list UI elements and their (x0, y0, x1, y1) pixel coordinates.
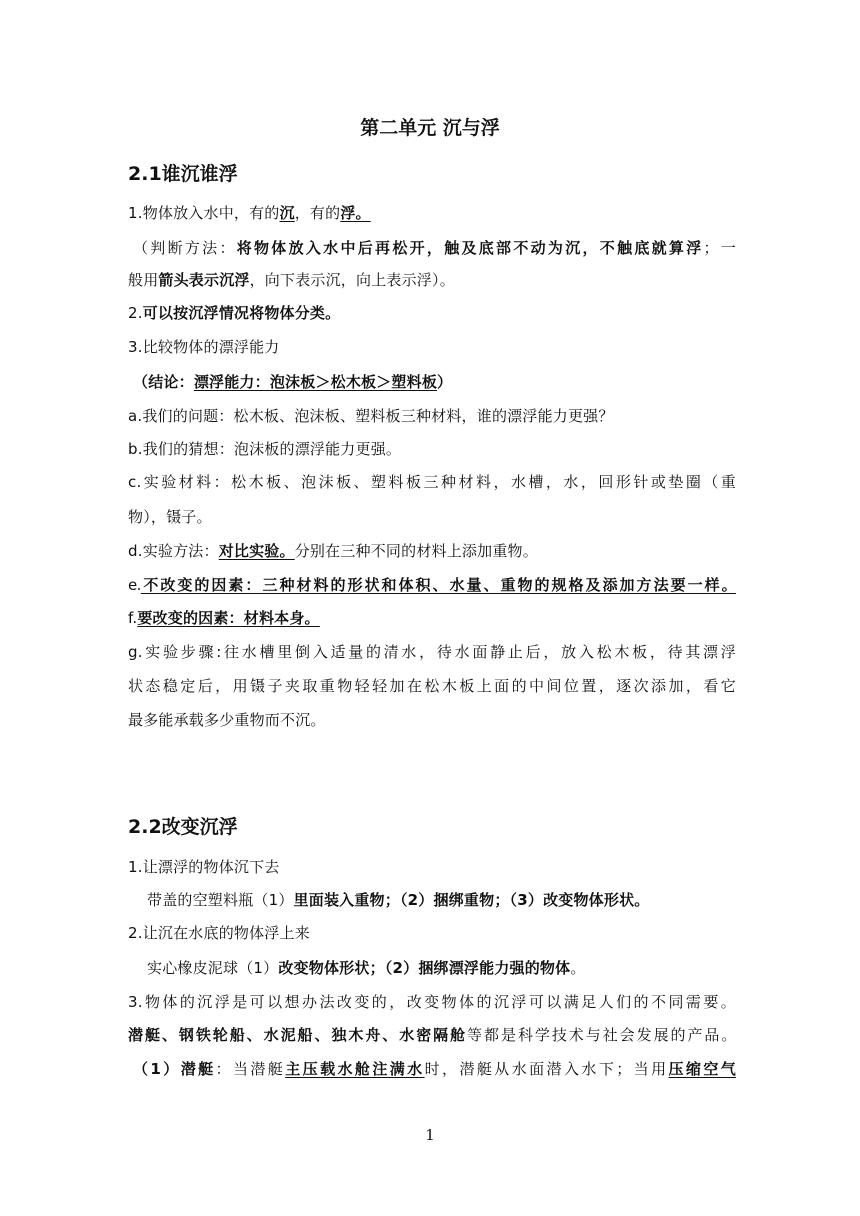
paragraph-line: 状态稳定后，用镊子夹取重物轻轻加在松木板上面的中间位置，逐次添加，看它 (128, 677, 736, 695)
paragraph-line: b.我们的猜想：泡沫板的漂浮能力更强。 (128, 440, 402, 458)
paragraph-line: 3.物体的沉浮是可以想办法改变的，改变物体的沉浮可以满足人们的不同需要。 (128, 993, 736, 1011)
paragraph-line: 物），镊子。 (128, 508, 212, 526)
paragraph-line: 2.可以按沉浮情况将物体分类。 (128, 304, 341, 322)
paragraph-line: 实心橡皮泥球（1）改变物体形状；（2）捆绑漂浮能力强的物体。 (147, 959, 586, 977)
paragraph-line: 2.让沉在水底的物体浮上来 (128, 924, 310, 942)
paragraph-line: （判断方法：将物体放入水中后再松开，触及底部不动为沉，不触底就算浮；一 (133, 239, 737, 257)
paragraph-line: f.要改变的因素：材料本身。 (128, 609, 320, 627)
paragraph-line: g.实验步骤:往水槽里倒入适量的清水，待水面静止后，放入松木板，待其漂浮 (128, 643, 736, 661)
paragraph-line: 3.比较物体的漂浮能力 (128, 338, 280, 356)
paragraph-line: 最多能承载多少重物而不沉。 (128, 711, 326, 729)
paragraph-line: 带盖的空塑料瓶（1）里面装入重物；（2）捆绑重物；（3）改变物体形状。 (147, 891, 650, 909)
paragraph-line: 1.物体放入水中，有的沉，有的浮。 (128, 204, 371, 222)
paragraph-line: c.实验材料：松木板、泡沫板、塑料板三种材料，水槽，水，回形针或垫圈（重 (128, 473, 736, 491)
conclusion-line: （结论：漂浮能力：泡沫板＞松木板＞塑料板） (133, 373, 453, 391)
paragraph-line: d.实验方法：对比实验。分别在三种不同的材料上添加重物。 (128, 542, 538, 560)
paragraph-line: 1.让漂浮的物体沉下去 (128, 858, 280, 876)
paragraph-line: 般用箭头表示沉浮，向下表示沉，向上表示浮）。 (128, 271, 455, 289)
page-number: 1 (425, 1126, 435, 1144)
page-title: 第二单元 沉与浮 (360, 117, 500, 139)
paragraph-line: （1）潜艇：当潜艇主压载水舱注满水时，潜艇从水面潜入水下；当用压缩空气 (133, 1060, 736, 1078)
paragraph-line: 潜艇、钢铁轮船、水泥船、独木舟、水密隔舱等都是科学技术与社会发展的产品。 (128, 1026, 736, 1044)
section-heading-2-1: 2.1谁沉谁浮 (128, 163, 238, 185)
section-heading-2-2: 2.2改变沉浮 (128, 816, 238, 838)
paragraph-line: e.不改变的因素：三种材料的形状和体积、水量、重物的规格及添加方法要一样。 (128, 576, 736, 594)
paragraph-line: a.我们的问题：松木板、泡沫板、塑料板三种材料，谁的漂浮能力更强？ (128, 407, 614, 425)
